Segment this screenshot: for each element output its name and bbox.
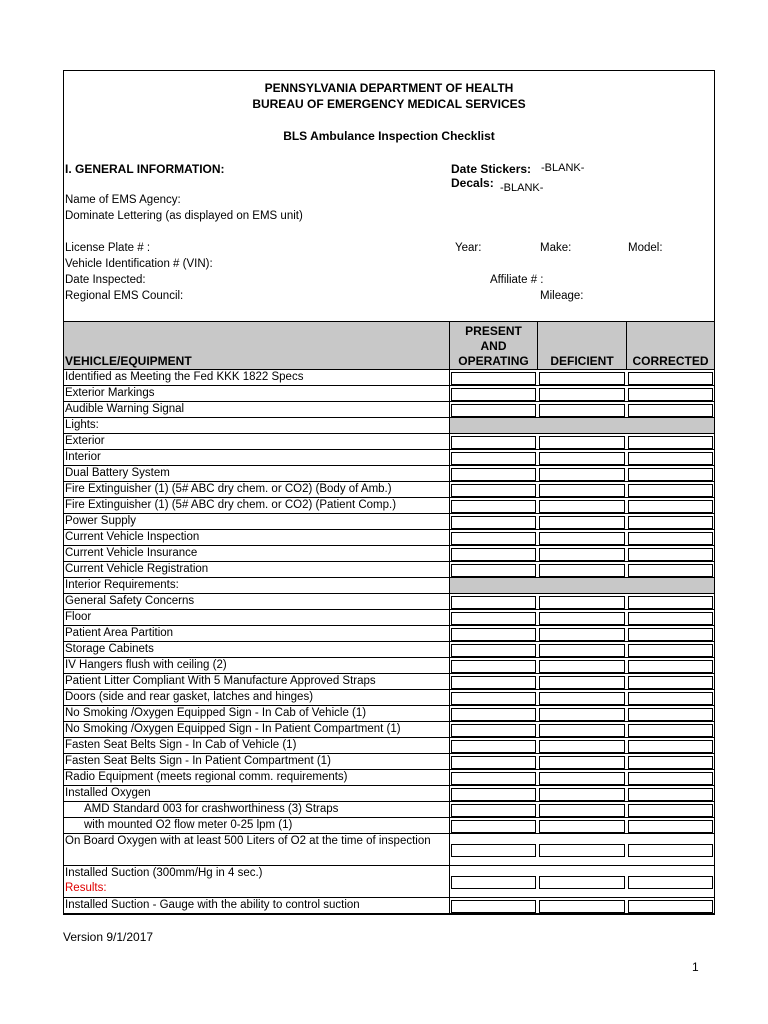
present-box[interactable] (451, 516, 536, 529)
corrected-box[interactable] (628, 612, 713, 625)
corrected-box[interactable] (628, 500, 713, 513)
row-label-text: Current Vehicle Inspection (65, 531, 200, 543)
corrected-box[interactable] (628, 876, 713, 889)
row-label (65, 754, 448, 769)
present-box[interactable] (451, 844, 536, 857)
table-row (64, 674, 714, 690)
form-title: BLS Ambulance Inspection Checklist (283, 129, 495, 143)
present-box[interactable] (451, 788, 536, 801)
row-label-text: Doors (side and rear gasket, latches and hinges) (65, 691, 314, 703)
corrected-box[interactable] (628, 676, 713, 689)
table-row (64, 754, 714, 770)
deficient-box[interactable] (539, 628, 625, 641)
present-box[interactable] (451, 500, 536, 513)
present-box[interactable] (451, 900, 536, 913)
corrected-box[interactable] (628, 388, 713, 401)
row-label (65, 450, 448, 465)
row-label-text: Current Vehicle Insurance (65, 547, 198, 559)
corrected-box[interactable] (628, 404, 713, 417)
corrected-box[interactable] (628, 660, 713, 673)
bureau-title: BUREAU OF EMERGENCY MEDICAL SERVICES (252, 97, 526, 111)
present-box[interactable] (451, 404, 536, 417)
row-label (65, 386, 448, 401)
lettering-label: Dominate Lettering (as displayed on EMS unit) (65, 210, 303, 222)
shaded-cell (450, 418, 714, 433)
row-label (65, 402, 448, 417)
table-row (64, 370, 714, 386)
row-label (65, 546, 448, 561)
row-label (65, 898, 448, 913)
corrected-box[interactable] (628, 372, 713, 385)
row-label (65, 562, 448, 577)
table-row (64, 706, 714, 722)
dept-title: PENNSYLVANIA DEPARTMENT OF HEALTH (264, 81, 514, 95)
present-box[interactable] (451, 548, 536, 561)
present-box[interactable] (451, 772, 536, 785)
row-label (65, 514, 448, 529)
table-row (64, 690, 714, 706)
deficient-box[interactable] (539, 708, 625, 721)
table-header (64, 321, 714, 370)
present-box[interactable] (451, 564, 536, 577)
date-inspected-label: Date Inspected: (65, 274, 146, 286)
present-box[interactable] (451, 468, 536, 481)
deficient-box[interactable] (539, 644, 625, 657)
corrected-box[interactable] (628, 484, 713, 497)
deficient-box[interactable] (539, 564, 625, 577)
present-box[interactable] (451, 484, 536, 497)
corrected-box[interactable] (628, 452, 713, 465)
date-stickers-label: Date Stickers: (451, 162, 532, 176)
row-label-text: Installed Suction (300mm/Hg in 4 sec.) (65, 867, 263, 879)
row-label-text: Fasten Seat Belts Sign - In Patient Compartment (1) (65, 755, 331, 767)
table-row (64, 642, 714, 658)
row-label-text: Current Vehicle Registration (65, 563, 209, 575)
deficient-box[interactable] (539, 612, 625, 625)
row-label-text: General Safety Concerns (65, 595, 195, 607)
corrected-box[interactable] (628, 628, 713, 641)
present-box[interactable] (451, 388, 536, 401)
deficient-box[interactable] (539, 484, 625, 497)
page-number: 1 (692, 960, 699, 974)
deficient-box[interactable] (539, 788, 625, 801)
present-box[interactable] (451, 532, 536, 545)
table-row (64, 498, 714, 514)
row-label (65, 626, 448, 641)
corrected-box[interactable] (628, 564, 713, 577)
row-label-text: Lights: (65, 419, 99, 431)
deficient-box[interactable] (539, 548, 625, 561)
table-row (64, 450, 714, 466)
row-label (65, 770, 448, 785)
deficient-box[interactable] (539, 804, 625, 817)
deficient-box[interactable] (539, 468, 625, 481)
affiliate-label: Affiliate # : (490, 274, 544, 286)
present-box[interactable] (451, 740, 536, 753)
table-row (64, 482, 714, 498)
deficient-box[interactable] (539, 820, 625, 833)
row-label (65, 834, 448, 849)
corrected-box[interactable] (628, 644, 713, 657)
row-label (65, 658, 448, 673)
row-label-text: No Smoking /Oxygen Equipped Sign - In Patient Compartment (1) (65, 723, 401, 735)
deficient-box[interactable] (539, 660, 625, 673)
col-corrected: CORRECTED (632, 354, 709, 368)
row-label-text: On Board Oxygen with at least 500 Liters of O2 at the time of inspection (65, 835, 431, 847)
deficient-box[interactable] (539, 516, 625, 529)
deficient-box[interactable] (539, 388, 625, 401)
row-label-text: Dual Battery System (65, 467, 170, 479)
corrected-box[interactable] (628, 692, 713, 705)
corrected-box[interactable] (628, 820, 713, 833)
corrected-box[interactable] (628, 468, 713, 481)
row-label-text: Fire Extinguisher (1) (5# ABC dry chem. or CO2) (Body of Amb.) (65, 483, 392, 495)
present-box[interactable] (451, 756, 536, 769)
row-label-text: Radio Equipment (meets regional comm. requirements) (65, 771, 348, 783)
table-row (64, 514, 714, 530)
corrected-box[interactable] (628, 772, 713, 785)
present-box[interactable] (451, 644, 536, 657)
deficient-box[interactable] (539, 740, 625, 753)
present-box[interactable] (451, 628, 536, 641)
agency-label: Name of EMS Agency: (65, 194, 181, 206)
col-present: PRESENT AND OPERATING (458, 324, 529, 368)
row-label-text: Audible Warning Signal (65, 403, 185, 415)
deficient-box[interactable] (539, 404, 625, 417)
row-label-text: Exterior (65, 435, 105, 447)
corrected-box[interactable] (628, 788, 713, 801)
present-box[interactable] (451, 676, 536, 689)
vin-label: Vehicle Identification # (VIN): (65, 258, 213, 270)
corrected-box[interactable] (628, 532, 713, 545)
version-label: Version 9/1/2017 (63, 930, 154, 944)
shaded-cell (450, 578, 714, 593)
table-row (64, 402, 714, 418)
checklist-sheet (63, 70, 715, 915)
present-box[interactable] (451, 452, 536, 465)
present-box[interactable] (451, 612, 536, 625)
col-deficient: DEFICIENT (550, 354, 614, 368)
table-row (64, 898, 714, 914)
row-label-text: Fasten Seat Belts Sign - In Cab of Vehicle (1) (65, 739, 297, 751)
deficient-box[interactable] (539, 772, 625, 785)
deficient-box[interactable] (539, 596, 625, 609)
deficient-box[interactable] (539, 692, 625, 705)
row-label (65, 578, 448, 593)
present-box[interactable] (451, 820, 536, 833)
corrected-box[interactable] (628, 804, 713, 817)
row-label-text: AMD Standard 003 for crashworthiness (3) Straps (84, 803, 339, 815)
table-row (64, 786, 714, 802)
deficient-box[interactable] (539, 900, 625, 913)
row-label (65, 642, 448, 657)
table-row (64, 546, 714, 562)
deficient-box[interactable] (539, 724, 625, 737)
table-row (64, 386, 714, 402)
corrected-box[interactable] (628, 436, 713, 449)
present-box[interactable] (451, 692, 536, 705)
corrected-box[interactable] (628, 756, 713, 769)
present-box[interactable] (451, 708, 536, 721)
row-label (65, 690, 448, 705)
model-label: Model: (628, 242, 663, 254)
row-label (65, 530, 448, 545)
corrected-box[interactable] (628, 548, 713, 561)
row-label-text: Installed Oxygen (65, 787, 151, 799)
row-label-text: Interior Requirements: (65, 579, 179, 591)
row-label-text: Interior (65, 451, 101, 463)
row-label (65, 738, 448, 753)
row-label-text: with mounted O2 flow meter 0-25 lpm (1) (84, 819, 293, 831)
table-row (64, 722, 714, 738)
deficient-box[interactable] (539, 372, 625, 385)
table-row (64, 594, 714, 610)
row-label-text: IV Hangers flush with ceiling (2) (65, 659, 227, 671)
corrected-box[interactable] (628, 516, 713, 529)
row-label-text: Floor (65, 611, 92, 623)
row-label (65, 418, 448, 433)
row-label-text: Patient Litter Compliant With 5 Manufacture Approved Straps (65, 675, 376, 687)
row-label (65, 498, 448, 513)
table-row (64, 770, 714, 786)
deficient-box[interactable] (539, 452, 625, 465)
table-row (64, 562, 714, 578)
mileage-label: Mileage: (540, 290, 584, 302)
row-label-text: Installed Suction - Gauge with the ability to control suction (65, 899, 360, 911)
row-label-text: Patient Area Partition (65, 627, 174, 639)
table-row (64, 866, 714, 898)
table-row (64, 610, 714, 626)
col-vehicle: VEHICLE/EQUIPMENT (65, 354, 192, 368)
present-box[interactable] (451, 372, 536, 385)
row-label (65, 594, 448, 609)
deficient-box[interactable] (539, 844, 625, 857)
corrected-box[interactable] (628, 844, 713, 857)
table-row (64, 434, 714, 450)
row-label (65, 866, 448, 896)
table-row (64, 738, 714, 754)
row-label-text: Power Supply (65, 515, 136, 527)
corrected-box[interactable] (628, 708, 713, 721)
present-box[interactable] (451, 596, 536, 609)
year-label: Year: (455, 242, 482, 254)
table-row (64, 418, 714, 434)
decals-value: -BLANK- (500, 182, 544, 194)
row-label (65, 722, 448, 737)
make-label: Make: (540, 242, 572, 254)
table-row (64, 626, 714, 642)
row-label (65, 610, 448, 625)
row-label (84, 802, 467, 817)
table-row (64, 834, 714, 866)
present-box[interactable] (451, 660, 536, 673)
row-label-text: Fire Extinguisher (1) (5# ABC dry chem. or CO2) (Patient Comp.) (65, 499, 397, 511)
row-label (65, 434, 448, 449)
council-label: Regional EMS Council: (65, 290, 184, 302)
deficient-box[interactable] (539, 532, 625, 545)
table-row (64, 802, 714, 818)
deficient-box[interactable] (539, 676, 625, 689)
row-label (65, 482, 448, 497)
present-box[interactable] (451, 804, 536, 817)
table-row (64, 818, 714, 834)
table-row (64, 530, 714, 546)
row-label-text: No Smoking /Oxygen Equipped Sign - In Cab of Vehicle (1) (65, 707, 367, 719)
row-label (65, 370, 448, 385)
row-label (65, 786, 448, 801)
table-row (64, 466, 714, 482)
row-label-text: Storage Cabinets (65, 643, 154, 655)
present-box[interactable] (451, 436, 536, 449)
row-label (65, 674, 448, 689)
deficient-box[interactable] (539, 436, 625, 449)
row-label-text: Exterior Markings (65, 387, 155, 399)
deficient-box[interactable] (539, 500, 625, 513)
row-label (84, 818, 467, 833)
corrected-box[interactable] (628, 900, 713, 913)
present-box[interactable] (451, 724, 536, 737)
deficient-box[interactable] (539, 876, 625, 889)
corrected-box[interactable] (628, 596, 713, 609)
corrected-box[interactable] (628, 724, 713, 737)
table-row (64, 658, 714, 674)
plate-label: License Plate # : (65, 242, 151, 254)
date-stickers-value: -BLANK- (541, 162, 585, 174)
row-label-text: Identified as Meeting the Fed KKK 1822 Specs (65, 371, 304, 383)
section-general: I. GENERAL INFORMATION: (65, 162, 225, 176)
results-label: Results: (65, 882, 107, 894)
decals-label: Decals: (451, 176, 494, 190)
deficient-box[interactable] (539, 756, 625, 769)
row-label (65, 706, 448, 721)
present-box[interactable] (451, 876, 536, 889)
corrected-box[interactable] (628, 740, 713, 753)
row-label (65, 466, 448, 481)
table-row (64, 578, 714, 594)
